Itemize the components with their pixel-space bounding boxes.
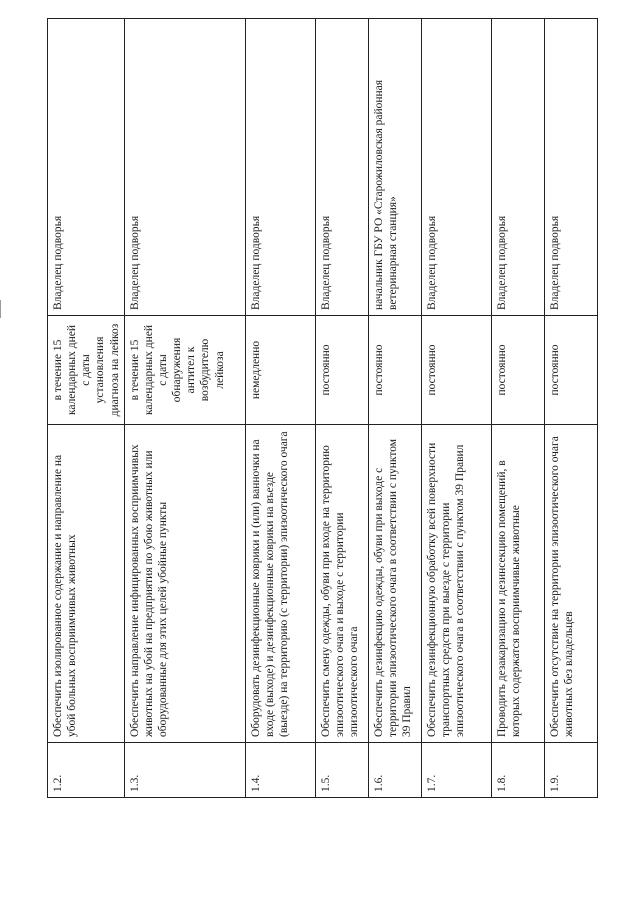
period-text: постоянно (544, 316, 597, 425)
responsible-text: Владелец подворья (52, 215, 64, 310)
responsible-text: Владелец подворья (128, 215, 141, 310)
responsible-text: Владелец подворья (495, 215, 508, 310)
responsible-cell (315, 19, 368, 316)
responsible-cell (491, 19, 544, 316)
measure-text: Обеспечить изолированное содержание и направление на убой больных восприимчивых животных (48, 425, 125, 743)
period-text: в течение 15 календарных дней с даты обнаружения антител к возбудителю лейкоза (124, 316, 245, 425)
responsible-cell (48, 19, 125, 316)
responsible-text: Владелец подворья (425, 215, 438, 310)
measure-text: Проводить дезакаризацию и дезинсекцию помещений, в которых содержатся восприимчивые животные (491, 425, 544, 743)
responsible-cell (421, 19, 491, 316)
table-row (245, 19, 315, 798)
period-text: в течение 15 календарных дней с даты установления диагноза на лейкоз (48, 316, 125, 425)
table-row (368, 19, 421, 798)
measure-text: Обеспечить отсутствие на территории эпизоотического очага животных без владельцев (544, 425, 597, 743)
measure-text: Оборудовать дезинфекционные коврики и (или) ванночки на входе (выходе) и дезинфекционные коврики на въезде (выезде) на территорию (с территории) эпизоотического очага (245, 425, 315, 743)
responsible-text: Владелец подворья (548, 215, 561, 310)
period-text: немедленно (245, 316, 315, 425)
responsible-cell (245, 19, 315, 316)
row-number: 1.3. (124, 743, 245, 798)
measure-text: Обеспечить дезинфекцию одежды, обуви при выходе с территории эпизоотического очага в соответствии с пунктом 39 Правил (368, 425, 421, 743)
table-row (48, 19, 125, 798)
period-text: постоянно (421, 316, 491, 425)
table-row (421, 19, 491, 798)
responsible-text: Владелец подворья (319, 215, 332, 310)
row-number: 1.6. (368, 743, 421, 798)
rotated-table-sheet (47, 19, 602, 798)
row-number: 1.4. (245, 743, 315, 798)
row-number: 1.9. (544, 743, 597, 798)
table-row (124, 19, 245, 798)
responsible-text: начальник ГБУ РО «Старожиловская районная ветеринарная станция» (372, 79, 399, 310)
responsible-cell (544, 19, 597, 316)
responsible-cell (124, 19, 245, 316)
row-number: 1.2. (48, 743, 125, 798)
period-text: постоянно (491, 316, 544, 425)
table-row (491, 19, 544, 798)
period-text: постоянно (368, 316, 421, 425)
measure-text: Обеспечить дезинфекционную обработку всей поверхности транспортных средств при выезде с территории эпизоотического очага в соответствии с пунктом 39 Правил (421, 425, 491, 743)
measure-text: Обеспечить смену одежды, обуви при входе на территорию эпизоотического очага и выходе с территории эпизоотического очага (315, 425, 368, 743)
measures-table (47, 18, 598, 798)
scan-edge-mark (0, 300, 1, 318)
measure-text: Обеспечить направление инфицированных восприимчивых животных на убой на предприятия по убою животных или оборудованные для этих целей убойные пункты (124, 425, 245, 743)
responsible-text: Владелец подворья (249, 215, 262, 310)
period-text: постоянно (315, 316, 368, 425)
row-number: 1.8. (491, 743, 544, 798)
table-row (315, 19, 368, 798)
responsible-cell (368, 19, 421, 316)
row-number: 1.5. (315, 743, 368, 798)
row-number: 1.7. (421, 743, 491, 798)
table-row (544, 19, 597, 798)
